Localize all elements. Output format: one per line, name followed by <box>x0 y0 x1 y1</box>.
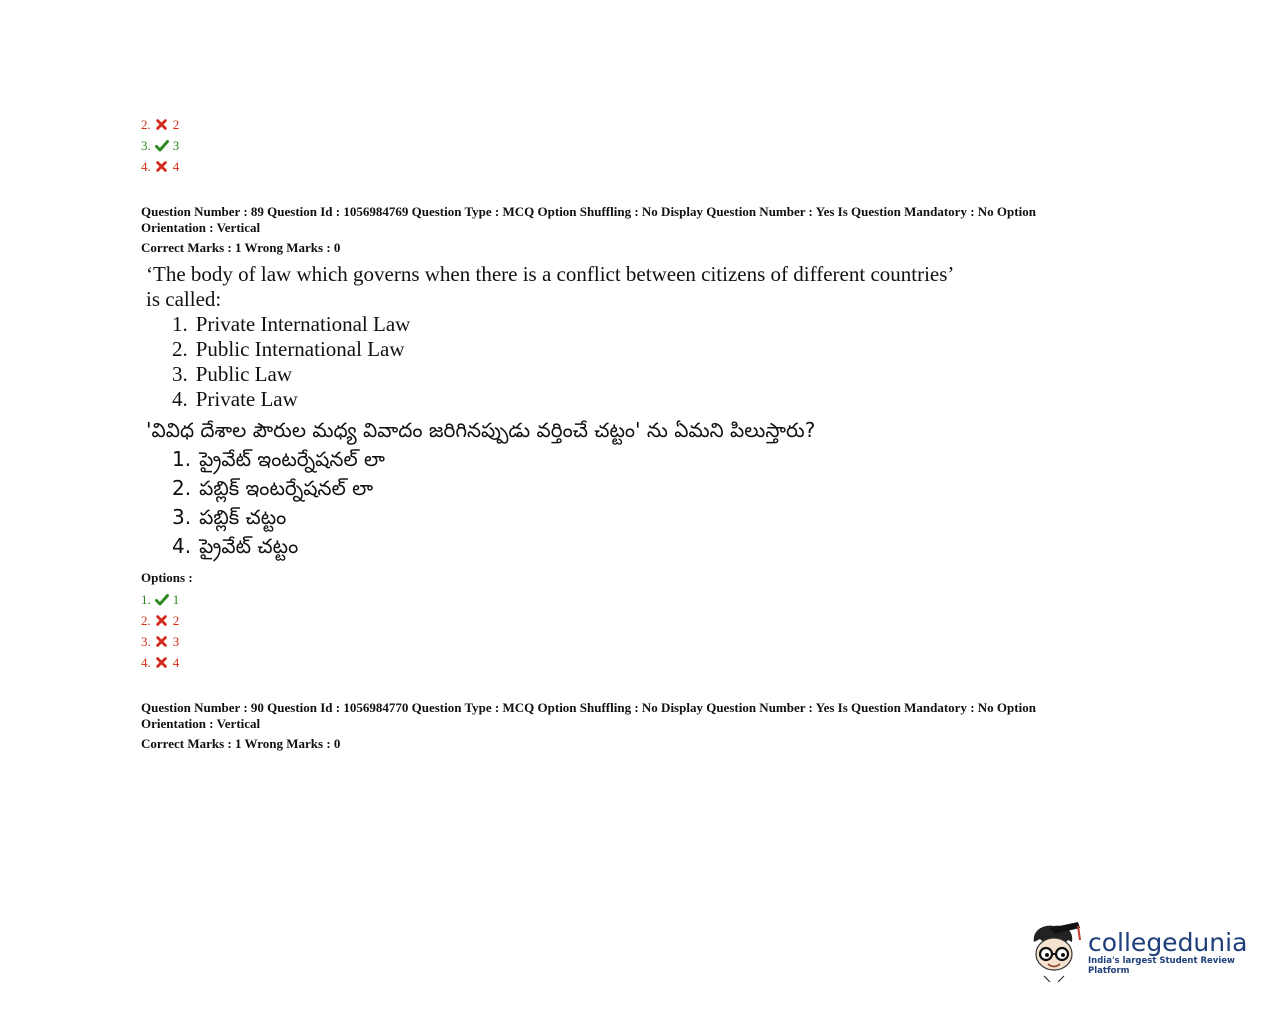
checkmark-icon <box>155 593 169 607</box>
choice-item: 1. Private International Law <box>172 312 411 336</box>
checkmark-icon <box>155 139 169 153</box>
option-number: 4. <box>141 655 151 670</box>
telugu-choices-list <box>172 445 1046 561</box>
option-number: 4. <box>141 159 151 174</box>
choice-item: 4. Private Law <box>172 387 298 411</box>
question-meta-line: Orientation : Vertical <box>141 716 261 731</box>
option-number: 3. <box>141 634 151 649</box>
option-value: 1 <box>172 592 180 607</box>
brand-name: collegedunia <box>1088 928 1248 957</box>
option-item <box>141 652 179 673</box>
options-heading: Options : <box>141 570 193 585</box>
question-meta-line: Question Number : 89 Question Id : 1056984769 Question Type : MCQ Option Shuffling : No Display Question Number : Yes Is Question Mandatory : No Option <box>141 204 1036 219</box>
question-marks: Correct Marks : 1 Wrong Marks : 0 <box>141 240 341 255</box>
option-number: 2. <box>141 613 151 628</box>
choice-item: 3. Public Law <box>172 362 292 386</box>
cross-icon <box>155 160 169 174</box>
cross-icon <box>155 614 169 628</box>
previous-options-list <box>141 114 179 177</box>
question-text-telugu: 'వివిధ దేశాల పౌరుల మధ్య వివాదం జరిగినప్పుడు వర్తించే చట్టం' ను ఏమని పిలుస్తారు? <box>146 418 816 442</box>
cross-icon <box>155 118 169 132</box>
question-marks: Correct Marks : 1 Wrong Marks : 0 <box>141 736 341 751</box>
question-text-telugu-block <box>146 416 1046 561</box>
option-item <box>141 114 179 135</box>
cross-icon <box>155 635 169 649</box>
option-item <box>141 589 179 610</box>
option-number: 1. <box>141 592 151 607</box>
collegedunia-logo <box>1026 918 1256 988</box>
english-choices-list <box>172 312 1046 412</box>
option-value: 3 <box>172 138 180 153</box>
question-text-english: ‘The body of law which governs when there is a conflict between citizens of different countries’ is called: <box>146 262 955 311</box>
question-meta-line: Question Number : 90 Question Id : 1056984770 Question Type : MCQ Option Shuffling : No Display Question Number : Yes Is Question Mandatory : No Option <box>141 700 1036 715</box>
question-89-options-list <box>141 589 179 673</box>
option-number: 2. <box>141 117 151 132</box>
option-item <box>141 135 179 156</box>
mascot-icon <box>1026 920 1082 987</box>
option-value: 2 <box>172 117 180 132</box>
choice-item: 1. ప్రైవేట్ ఇంటర్నేషనల్ లా <box>172 447 385 471</box>
question-89-body <box>146 262 1046 561</box>
logo-text <box>1088 930 1256 976</box>
option-value: 2 <box>172 613 180 628</box>
option-item <box>141 610 179 631</box>
option-number: 3. <box>141 138 151 153</box>
option-item <box>141 631 179 652</box>
option-value: 3 <box>172 634 180 649</box>
choice-item: 4. ప్రైవేట్ చట్టం <box>172 534 299 558</box>
option-item <box>141 156 179 177</box>
choice-item: 2. పబ్లిక్ ఇంటర్నేషనల్ లా <box>172 476 374 500</box>
choice-item: 3. పబ్లిక్ చట్టం <box>172 505 287 529</box>
option-value: 4 <box>172 159 180 174</box>
choice-item: 2. Public International Law <box>172 337 405 361</box>
question-90-metadata <box>141 700 1131 752</box>
cross-icon <box>155 656 169 670</box>
brand-tagline: India's largest Student Review Platform <box>1088 956 1235 976</box>
question-meta-line: Orientation : Vertical <box>141 220 261 235</box>
question-89-metadata <box>141 204 1131 256</box>
option-value: 4 <box>172 655 180 670</box>
